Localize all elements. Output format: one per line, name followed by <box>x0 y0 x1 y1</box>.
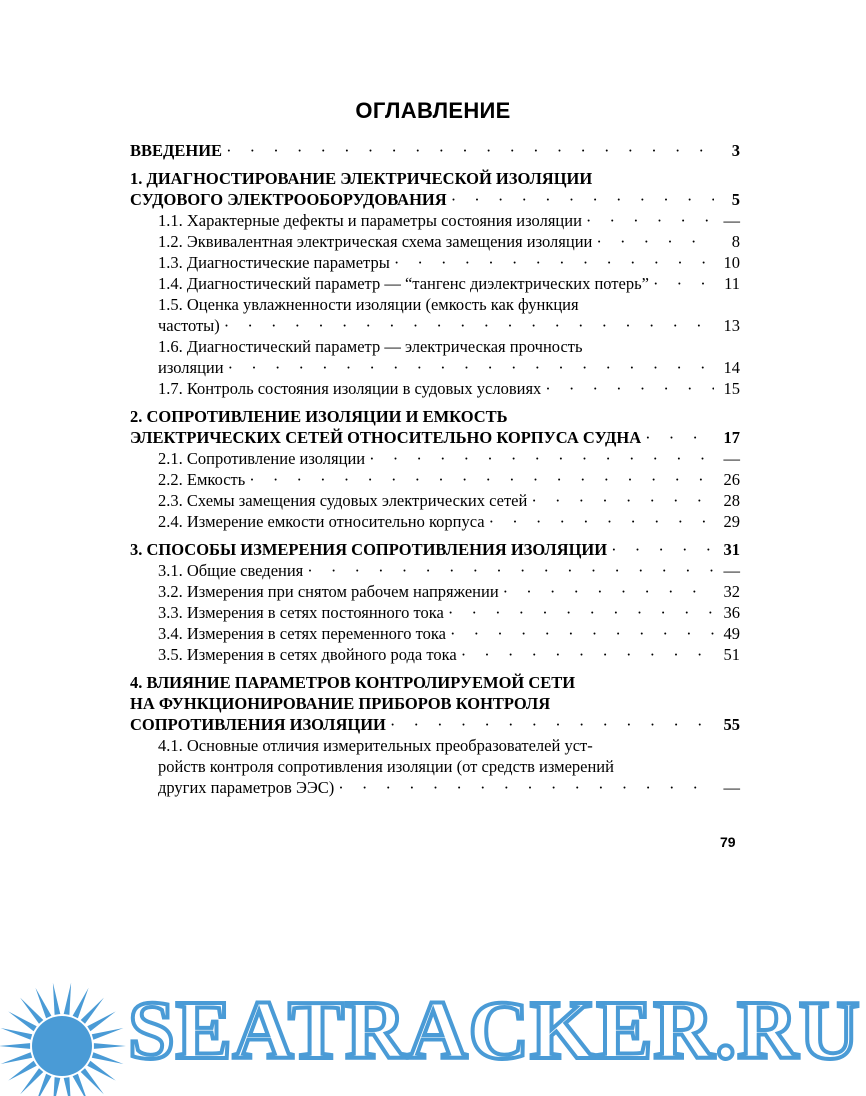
toc-entry-title: 1.1. Характерные дефекты и параметры состояния изоляции <box>158 211 582 230</box>
toc-page-number: 32 <box>723 582 740 601</box>
toc-entry-title: СУДОВОГО ЭЛЕКТРООБОРУДОВАНИЯ <box>130 190 447 209</box>
toc-entry-2-3 <box>130 490 740 511</box>
sun-ray <box>1 1028 33 1040</box>
toc-page-number: 5 <box>731 190 740 209</box>
toc-entry-chapter-4 <box>130 672 740 735</box>
sun-ray <box>64 1077 71 1096</box>
sun-ray <box>53 1077 60 1096</box>
toc-entry-title-line: 2. СОПРОТИВЛЕНИЕ ИЗОЛЯЦИИ И ЕМКОСТЬ <box>130 407 508 426</box>
toc-entry-title: ВВЕДЕНИЕ <box>130 141 223 160</box>
sun-ray <box>0 1043 30 1049</box>
leader-dots <box>489 511 714 532</box>
sun-ray <box>35 988 51 1018</box>
toc-page-number: 3 <box>731 141 740 160</box>
toc-entry-3-2 <box>130 581 740 602</box>
toc-entry-title: 2.3. Схемы замещения судовых электрических сетей <box>158 491 528 510</box>
leader-dots <box>226 140 714 161</box>
toc-page-number: 28 <box>723 491 740 510</box>
toc-entry-chapter-2 <box>130 406 740 448</box>
leader-dots <box>586 210 714 231</box>
toc-page-number: — <box>723 211 740 230</box>
toc-entry-title: 1.4. Диагностический параметр — “тангенс диэлектрических потерь” <box>158 274 649 293</box>
toc-page-number: 15 <box>723 379 740 398</box>
sun-ray <box>1 1052 33 1064</box>
leader-dots <box>228 357 714 378</box>
toc-entry-title: изоляции <box>158 358 224 377</box>
toc-entry-introduction <box>130 140 740 161</box>
toc-entry-2-2 <box>130 469 740 490</box>
sun-ray <box>64 983 71 1015</box>
toc-page-number: 10 <box>723 253 740 272</box>
toc-entry-title: частоты) <box>158 316 220 335</box>
page-number: 79 <box>720 834 736 850</box>
toc-entry-title: СОПРОТИВЛЕНИЯ ИЗОЛЯЦИИ <box>130 715 386 734</box>
toc-entry-2-1 <box>130 448 740 469</box>
toc-page-number: 51 <box>723 645 740 664</box>
leader-dots <box>249 469 714 490</box>
leader-dots <box>645 427 714 448</box>
leader-dots <box>451 189 714 210</box>
leader-dots <box>448 602 714 623</box>
toc-page-number: 55 <box>723 715 740 734</box>
toc-page-number: — <box>723 449 740 468</box>
toc-page-number: 17 <box>723 428 740 447</box>
toc-entry-title: 2.1. Сопротивление изоляции <box>158 449 366 468</box>
leader-dots <box>611 539 714 560</box>
leader-dots <box>653 273 714 294</box>
toc-entry-title-line: 4. ВЛИЯНИЕ ПАРАМЕТРОВ КОНТРОЛИРУЕМОЙ СЕТИ <box>130 673 576 692</box>
toc-entry-title-line: 4.1. Основные отличия измерительных преобразователей уст- <box>158 736 593 755</box>
toc-entry-1-1 <box>130 210 740 231</box>
toc-entry-title: 3.1. Общие сведения <box>158 561 304 580</box>
toc-entry-title: 2.4. Измерение емкости относительно корпуса <box>158 512 485 531</box>
table-of-contents <box>130 140 740 798</box>
toc-entry-4-1 <box>130 735 740 798</box>
toc-entry-1-5 <box>130 294 740 336</box>
leader-dots <box>307 560 714 581</box>
toc-entry-3-4 <box>130 623 740 644</box>
toc-entry-1-7 <box>130 378 740 399</box>
toc-entry-title-line: 1. ДИАГНОСТИРОВАНИЕ ЭЛЕКТРИЧЕСКОЙ ИЗОЛЯЦИИ <box>130 169 593 188</box>
toc-entry-title-line: НА ФУНКЦИОНИРОВАНИЕ ПРИБОРОВ КОНТРОЛЯ <box>130 694 551 713</box>
toc-entry-title-line: 1.6. Диагностический параметр — электрическая прочность <box>158 337 583 356</box>
toc-entry-title: 3.4. Измерения в сетях переменного тока <box>158 624 446 643</box>
toc-page-number: 14 <box>723 358 740 377</box>
leader-dots <box>503 581 714 602</box>
watermark-text: SEATRACKER.RU <box>128 984 861 1077</box>
leader-dots <box>596 231 714 252</box>
toc-entry-title: 1.7. Контроль состояния изоляции в судовых условиях <box>158 379 542 398</box>
toc-page-number: — <box>723 561 740 580</box>
sun-ray <box>53 983 60 1015</box>
leader-dots <box>369 448 714 469</box>
toc-page-number: 49 <box>723 624 740 643</box>
toc-entry-title: 3.2. Измерения при снятом рабочем напряжении <box>158 582 499 601</box>
toc-entry-title-line: 1.5. Оценка увлажненности изоляции (емкость как функция <box>158 295 579 314</box>
toc-entry-title: 1.2. Эквивалентная электрическая схема замещения изоляции <box>158 232 593 251</box>
toc-entry-3-3 <box>130 602 740 623</box>
sun-ray <box>73 988 89 1018</box>
sun-ray <box>92 1028 124 1040</box>
toc-page-number: 26 <box>723 470 740 489</box>
toc-entry-title: 3.3. Измерения в сетях постоянного тока <box>158 603 444 622</box>
toc-entry-1-2 <box>130 231 740 252</box>
toc-page-number: 11 <box>724 274 740 293</box>
toc-entry-title: других параметров ЭЭС) <box>158 778 335 797</box>
toc-page-number: 13 <box>723 316 740 335</box>
toc-entry-1-4 <box>130 273 740 294</box>
leader-dots <box>224 315 714 336</box>
toc-entry-chapter-1 <box>130 168 740 210</box>
leader-dots <box>338 777 714 798</box>
toc-entry-1-3 <box>130 252 740 273</box>
leader-dots <box>394 252 714 273</box>
page-title: ОГЛАВЛЕНИЕ <box>355 98 511 123</box>
toc-entry-3-1 <box>130 560 740 581</box>
sun-ray <box>92 1052 124 1064</box>
toc-entry-title: 1.3. Диагностические параметры <box>158 253 390 272</box>
toc-page-number: 8 <box>731 232 740 251</box>
sun-ray <box>94 1043 126 1049</box>
toc-entry-title: 2.2. Емкость <box>158 470 246 489</box>
leader-dots <box>545 378 714 399</box>
leader-dots <box>461 644 714 665</box>
toc-entry-1-6 <box>130 336 740 378</box>
toc-page-number: 29 <box>723 512 740 531</box>
toc-page-number: 31 <box>723 540 740 559</box>
toc-page-number: — <box>723 778 740 797</box>
leader-dots <box>390 714 714 735</box>
leader-dots <box>450 623 714 644</box>
leader-dots <box>531 490 714 511</box>
toc-page-number: 36 <box>723 603 740 622</box>
toc-entry-title-line: ройств контроля сопротивления изоляции (от средств измерений <box>158 757 614 776</box>
toc-entry-chapter-3 <box>130 539 740 560</box>
toc-entry-3-5 <box>130 644 740 665</box>
toc-entry-title: 3. СПОСОБЫ ИЗМЕРЕНИЯ СОПРОТИВЛЕНИЯ ИЗОЛЯЦИИ <box>130 540 608 559</box>
toc-entry-2-4 <box>130 511 740 532</box>
sun-logo-icon <box>0 960 140 1096</box>
toc-entry-title: 3.5. Измерения в сетях двойного рода тока <box>158 645 457 664</box>
toc-entry-title: ЭЛЕКТРИЧЕСКИХ СЕТЕЙ ОТНОСИТЕЛЬНО КОРПУСА СУДНА <box>130 428 642 447</box>
